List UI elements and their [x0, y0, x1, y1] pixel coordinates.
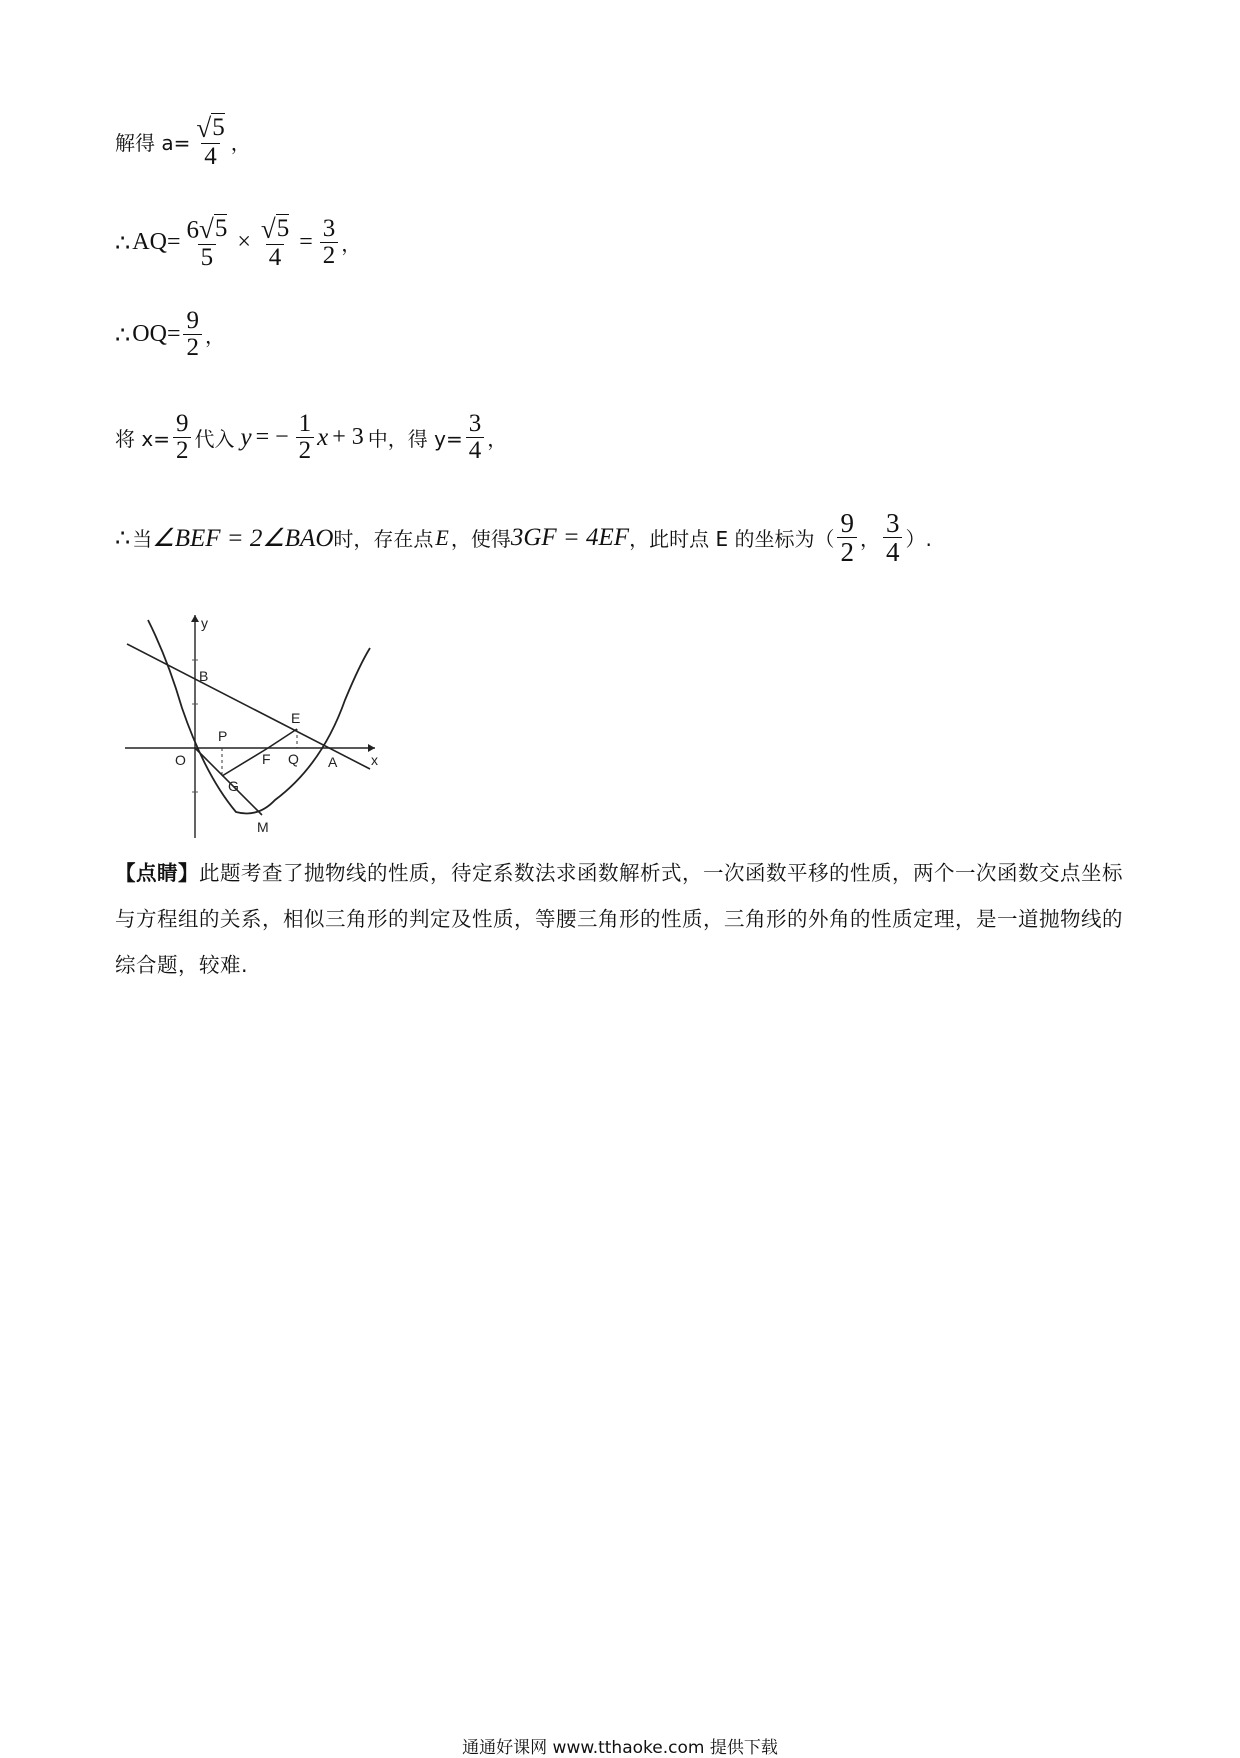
solution-line-oq: ∴ OQ= $\frac{9}{2}$ ， [115, 307, 225, 362]
segment-fe [268, 729, 297, 748]
label-x: x [371, 752, 378, 768]
label-g: G [228, 778, 239, 794]
comment-paragraph [115, 850, 1125, 988]
line-prefix: 解得 a= [115, 131, 191, 155]
therefore-symbol: ∴ [115, 228, 131, 257]
fraction: $\frac{1}{2}$ [296, 411, 315, 465]
label-e: E [291, 710, 301, 726]
fraction: √ 5 4 [196, 112, 225, 170]
fraction: $\frac{9}{2}$ [183, 308, 202, 362]
x-axis-arrow [368, 744, 375, 752]
label-b: B [199, 668, 209, 684]
footer: 通通好课网 www.tthaoke.com 提供下载 [462, 1738, 778, 1758]
comment-text: 此题考查了抛物线的性质，待定系数法求函数解析式，一次函数平移的性质，两个一次函数交点坐标与方程组的关系，相似三角形的判定及性质，等腰三角形的性质，三角形的外角的性质定理，是一道抛物线的综合题，较难. [115, 861, 1123, 977]
therefore-symbol: ∴ [115, 523, 131, 552]
fraction: $\frac{3}{4}$ [466, 411, 485, 465]
solution-line-conclusion: ∴ 当 ∠BEF = 2∠BAO 时，存在点 E ，使得 3GF = 4EF ，此时点 E 的坐标为（ $\frac{9}{2}$ ， $\frac{3}{4}$ ）. [115, 508, 932, 568]
fraction: $\frac{9}{2}$ [837, 509, 857, 567]
comment-label: 【点睛】 [115, 861, 199, 885]
fraction: 6 √ 5 5 [186, 213, 228, 271]
solution-line-aq: ∴ AQ= 6 √ 5 5 × √ 5 4 = $\frac{3}{2}$ ， [115, 213, 362, 271]
parabola-curve [148, 620, 370, 814]
fraction: $\frac{3}{2}$ [320, 216, 339, 270]
solution-line-substitute: 将 x= $\frac{9}{2}$ 代入 y = − $\frac{1}{2}$ x + 3 中，得 y= $\frac{3}{4}$ ， [115, 410, 508, 465]
label-o: O [175, 752, 186, 768]
parabola-figure [120, 610, 380, 840]
label-a: A [328, 754, 338, 770]
line-ab [127, 644, 370, 769]
fraction: $\frac{9}{2}$ [173, 411, 192, 465]
fraction: $\frac{3}{4}$ [883, 509, 903, 567]
solution-line-a: 解得 a= √ 5 4 ， [115, 112, 251, 170]
label-y: y [201, 615, 208, 631]
therefore-symbol: ∴ [115, 320, 131, 349]
label-m: M [257, 819, 269, 835]
fraction: √ 5 4 [260, 213, 290, 271]
y-axis-arrow [191, 615, 199, 622]
label-q: Q [288, 751, 299, 767]
label-p: P [218, 728, 228, 744]
label-f: F [262, 751, 271, 767]
